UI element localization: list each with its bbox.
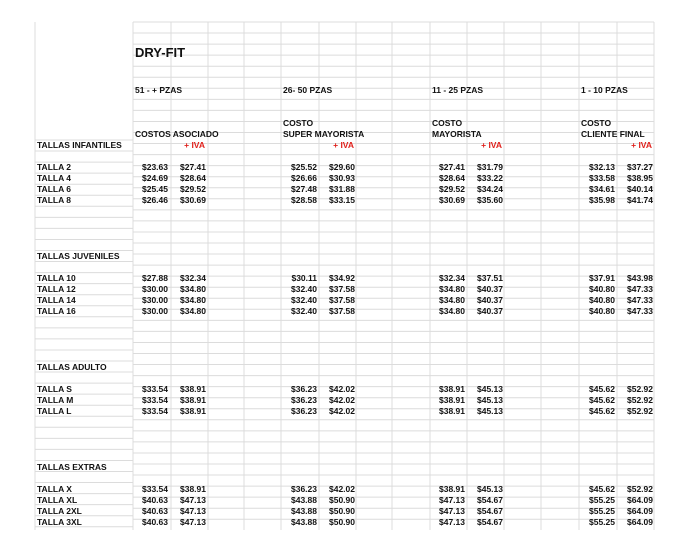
price-cell: $55.25 [589,506,615,516]
price-cell: $52.92 [627,406,653,416]
price-cell: $30.93 [329,173,355,183]
price-cell: $28.64 [439,173,465,183]
tier-qty-mayorista: 11 - 25 PZAS [432,85,484,95]
price-cell: $52.92 [627,384,653,394]
price-cell: $34.61 [589,184,615,194]
price-cell: $42.02 [329,406,355,416]
price-cell: $29.52 [439,184,465,194]
price-cell: $55.25 [589,495,615,505]
size-label: TALLA 2XL [37,506,82,516]
price-cell: $36.23 [291,484,317,494]
size-label: TALLA 3XL [37,517,82,527]
price-cell: $50.90 [329,506,355,516]
tier-name-asociado: COSTOS ASOCIADO [135,129,219,139]
price-cell: $40.37 [477,284,503,294]
price-cell: $50.90 [329,517,355,527]
tier-name-mayorista: MAYORISTA [432,129,482,139]
price-cell: $37.58 [329,306,355,316]
price-cell: $38.95 [627,173,653,183]
price-cell: $38.91 [180,484,206,494]
price-cell: $32.40 [291,284,317,294]
price-cell: $31.79 [477,162,503,172]
iva-label-asociado: + IVA [184,140,205,150]
price-cell: $27.88 [142,273,168,283]
price-cell: $34.92 [329,273,355,283]
price-cell: $23.63 [142,162,168,172]
price-cell: $30.00 [142,295,168,305]
tier-qty-asociado: 51 - + PZAS [135,85,183,95]
price-cell: $28.64 [180,173,206,183]
price-cell: $47.13 [439,495,465,505]
price-cell: $34.24 [477,184,503,194]
tier-name-cliente-final: CLIENTE FINAL [581,129,645,139]
price-cell: $38.91 [180,406,206,416]
price-cell: $43.88 [291,517,317,527]
price-cell: $27.48 [291,184,317,194]
price-cell: $38.91 [439,395,465,405]
price-cell: $47.13 [180,495,206,505]
price-cell: $45.62 [589,395,615,405]
price-cell: $64.09 [627,495,653,505]
price-cell: $43.98 [627,273,653,283]
price-cell: $50.90 [329,495,355,505]
section-title: TALLAS ADULTO [37,362,107,372]
size-label: TALLA 12 [37,284,76,294]
price-cell: $38.91 [439,406,465,416]
price-cell: $26.66 [291,173,317,183]
price-cell: $30.00 [142,306,168,316]
price-cell: $40.63 [142,517,168,527]
price-cell: $29.60 [329,162,355,172]
price-cell: $47.13 [439,506,465,516]
tier-qty-super-mayorista: 26- 50 PZAS [283,85,333,95]
price-cell: $45.62 [589,484,615,494]
price-cell: $34.80 [439,284,465,294]
price-cell: $30.69 [180,195,206,205]
price-cell: $45.13 [477,395,503,405]
price-cell: $37.58 [329,295,355,305]
price-cell: $32.40 [291,295,317,305]
price-cell: $34.80 [439,306,465,316]
price-cell: $40.14 [627,184,653,194]
price-cell: $52.92 [627,395,653,405]
price-cell: $47.13 [180,506,206,516]
iva-label-cliente-final: + IVA [631,140,652,150]
price-cell: $45.13 [477,406,503,416]
price-cell: $36.23 [291,395,317,405]
price-cell: $45.13 [477,384,503,394]
size-label: TALLA X [37,484,72,494]
size-label: TALLA 2 [37,162,71,172]
price-cell: $32.13 [589,162,615,172]
tier-qty-cliente-final: 1 - 10 PZAS [581,85,628,95]
tier-costo-mayorista: COSTO [432,118,463,128]
price-cell: $33.54 [142,406,168,416]
price-cell: $37.27 [627,162,653,172]
price-cell: $32.40 [291,306,317,316]
tier-costo-super-mayorista: COSTO [283,118,314,128]
price-cell: $33.54 [142,384,168,394]
price-cell: $31.88 [329,184,355,194]
price-cell: $35.60 [477,195,503,205]
section-title: TALLAS INFANTILES [37,140,122,150]
sheet-title: DRY-FIT [135,45,186,60]
price-cell: $43.88 [291,495,317,505]
price-cell: $41.74 [627,195,653,205]
price-cell: $27.41 [439,162,465,172]
tier-costo-cliente-final: COSTO [581,118,612,128]
price-cell: $52.92 [627,484,653,494]
price-cell: $33.54 [142,395,168,405]
price-cell: $35.98 [589,195,615,205]
price-cell: $32.34 [439,273,465,283]
price-cell: $37.58 [329,284,355,294]
price-cell: $27.41 [180,162,206,172]
price-cell: $40.80 [589,284,615,294]
price-cell: $54.67 [477,506,503,516]
price-cell: $33.54 [142,484,168,494]
price-cell: $40.80 [589,295,615,305]
size-label: TALLA M [37,395,74,405]
price-cell: $40.37 [477,295,503,305]
price-cell: $47.33 [627,295,653,305]
price-cell: $47.33 [627,284,653,294]
price-cell: $38.91 [439,484,465,494]
size-label: TALLA XL [37,495,78,505]
price-cell: $42.02 [329,484,355,494]
section-title: TALLAS EXTRAS [37,462,107,472]
price-cell: $25.45 [142,184,168,194]
price-cell: $38.91 [180,384,206,394]
price-cell: $47.33 [627,306,653,316]
price-cell: $30.69 [439,195,465,205]
price-cell: $33.15 [329,195,355,205]
price-cell: $64.09 [627,517,653,527]
price-cell: $37.51 [477,273,503,283]
price-cell: $29.52 [180,184,206,194]
price-cell: $33.22 [477,173,503,183]
price-cell: $45.62 [589,384,615,394]
price-cell: $43.88 [291,506,317,516]
price-cell: $37.91 [589,273,615,283]
price-cell: $40.80 [589,306,615,316]
size-label: TALLA 4 [37,173,71,183]
price-cell: $54.67 [477,495,503,505]
price-cell: $40.63 [142,506,168,516]
price-cell: $36.23 [291,384,317,394]
price-cell: $47.13 [439,517,465,527]
size-label: TALLA 14 [37,295,76,305]
price-cell: $34.80 [180,306,206,316]
section-title: TALLAS JUVENILES [37,251,120,261]
price-cell: $28.58 [291,195,317,205]
price-cell: $34.80 [180,284,206,294]
size-label: TALLA 16 [37,306,76,316]
price-cell: $25.52 [291,162,317,172]
price-cell: $38.91 [180,395,206,405]
price-cell: $64.09 [627,506,653,516]
price-cell: $30.11 [291,273,317,283]
price-cell: $34.80 [180,295,206,305]
price-cell: $32.34 [180,273,206,283]
price-cell: $36.23 [291,406,317,416]
size-label: TALLA S [37,384,72,394]
price-cell: $40.63 [142,495,168,505]
price-cell: $42.02 [329,384,355,394]
iva-label-super-mayorista: + IVA [333,140,354,150]
price-cell: $24.69 [142,173,168,183]
iva-label-mayorista: + IVA [481,140,502,150]
price-cell: $55.25 [589,517,615,527]
price-cell: $54.67 [477,517,503,527]
price-cell: $30.00 [142,284,168,294]
tier-name-super-mayorista: SUPER MAYORISTA [283,129,365,139]
price-cell: $33.58 [589,173,615,183]
price-cell: $45.62 [589,406,615,416]
price-cell: $40.37 [477,306,503,316]
price-cell: $34.80 [439,295,465,305]
size-label: TALLA 8 [37,195,71,205]
price-cell: $38.91 [439,384,465,394]
size-label: TALLA L [37,406,72,416]
size-label: TALLA 10 [37,273,76,283]
size-label: TALLA 6 [37,184,71,194]
price-cell: $26.46 [142,195,168,205]
price-cell: $42.02 [329,395,355,405]
price-cell: $45.13 [477,484,503,494]
price-cell: $47.13 [180,517,206,527]
